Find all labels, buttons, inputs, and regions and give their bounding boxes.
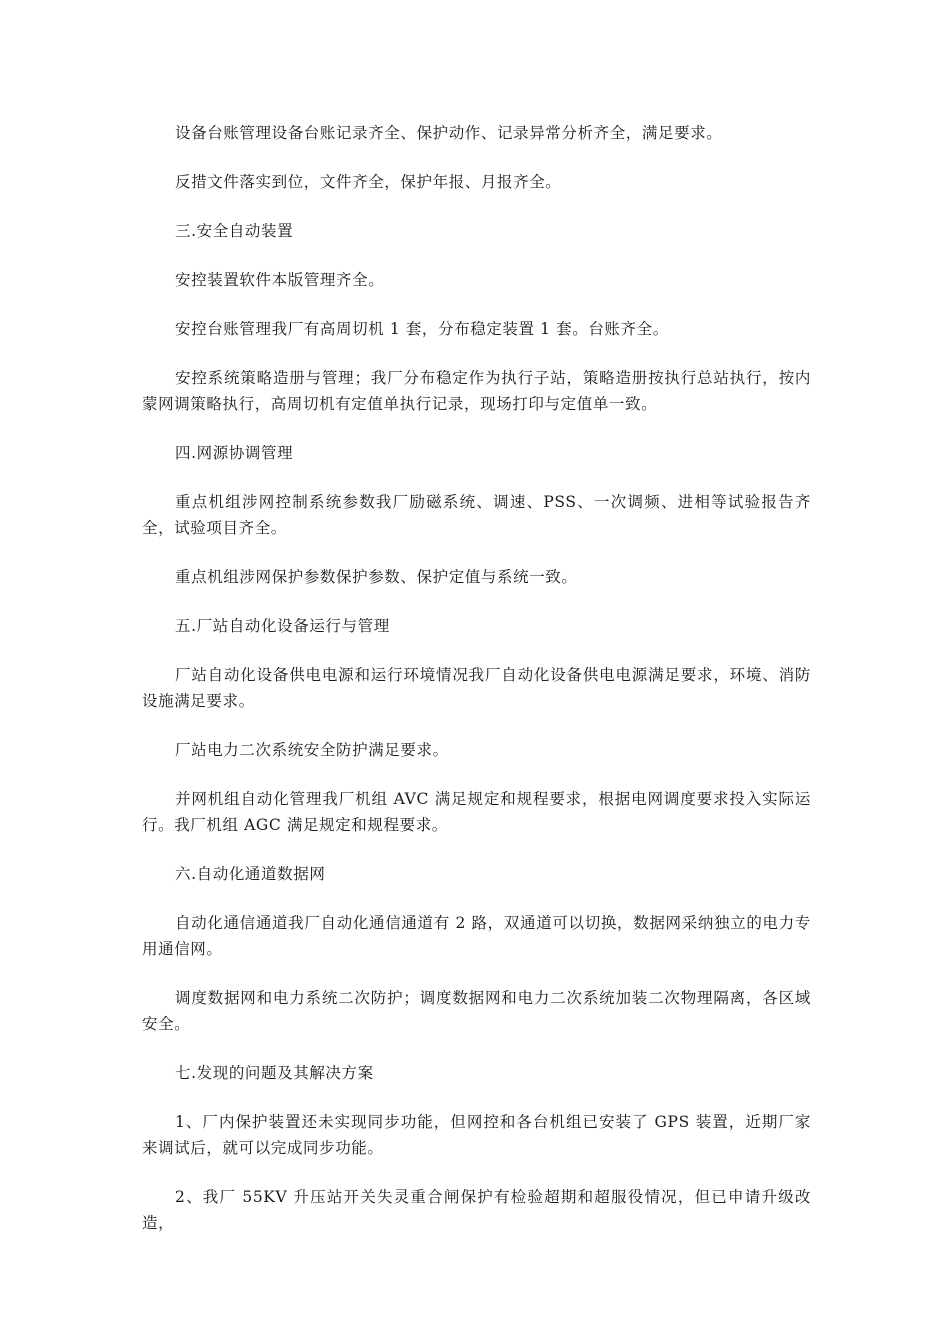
- section-heading-4: 四.网源协调管理: [175, 444, 294, 462]
- paragraph-control-ledger: 安控台账管理我厂有高周切机 1 套，分布稳定装置 1 套。台账齐全。: [175, 320, 669, 338]
- paragraph-issue-2: 2、我厂 55KV 升压站开关失灵重合闸保护有检验超期和超服役情况，但已申请升级改造，: [142, 1188, 811, 1232]
- paragraph-control-strategy: 安控系统策略造册与管理；我厂分布稳定作为执行子站，策略造册按执行总站执行，按内蒙网调策略执行，高周切机有定值单执行记录，现场打印与定值单一致。: [142, 369, 811, 413]
- section-heading-6: 六.自动化通道数据网: [175, 865, 326, 883]
- paragraph-comm-channel: 自动化通信通道我厂自动化通信通道有 2 路，双通道可以切换，数据网采纳独立的电力专用通信网。: [142, 914, 811, 958]
- section-heading-5: 五.厂站自动化设备运行与管理: [175, 617, 390, 635]
- paragraph-dispatch-network: 调度数据网和电力系统二次防护；调度数据网和电力二次系统加装二次物理隔离，各区域安全。: [142, 989, 811, 1033]
- section-heading-3: 三.安全自动装置: [175, 222, 294, 240]
- paragraph-anti-accident-docs: 反措文件落实到位，文件齐全，保护年报、月报齐全。: [175, 173, 562, 191]
- paragraph-secondary-security: 厂站电力二次系统安全防护满足要求。: [175, 741, 449, 759]
- paragraph-software-version: 安控装置软件本版管理齐全。: [175, 271, 385, 289]
- paragraph-grid-protection-params: 重点机组涉网保护参数保护参数、保护定值与系统一致。: [175, 568, 578, 586]
- paragraph-avc-agc: 并网机组自动化管理我厂机组 AVC 满足规定和规程要求，根据电网调度要求投入实际运行。我厂机组 AGC 满足规定和规程要求。: [142, 790, 811, 834]
- section-heading-7: 七.发现的问题及其解决方案: [175, 1064, 374, 1082]
- paragraph-power-supply: 厂站自动化设备供电电源和运行环境情况我厂自动化设备供电电源满足要求，环境、消防设施满足要求。: [142, 666, 811, 710]
- paragraph-ledger-management: 设备台账管理设备台账记录齐全、保护动作、记录异常分析齐全，满足要求。: [175, 124, 723, 142]
- document-body: [142, 120, 811, 1259]
- paragraph-grid-control-params: 重点机组涉网控制系统参数我厂励磁系统、调速、PSS、一次调频、进相等试验报告齐全，试验项目齐全。: [142, 493, 811, 537]
- paragraph-issue-1: 1、厂内保护装置还未实现同步功能，但网控和各台机组已安装了 GPS 装置，近期厂家来调试后，就可以完成同步功能。: [142, 1113, 811, 1157]
